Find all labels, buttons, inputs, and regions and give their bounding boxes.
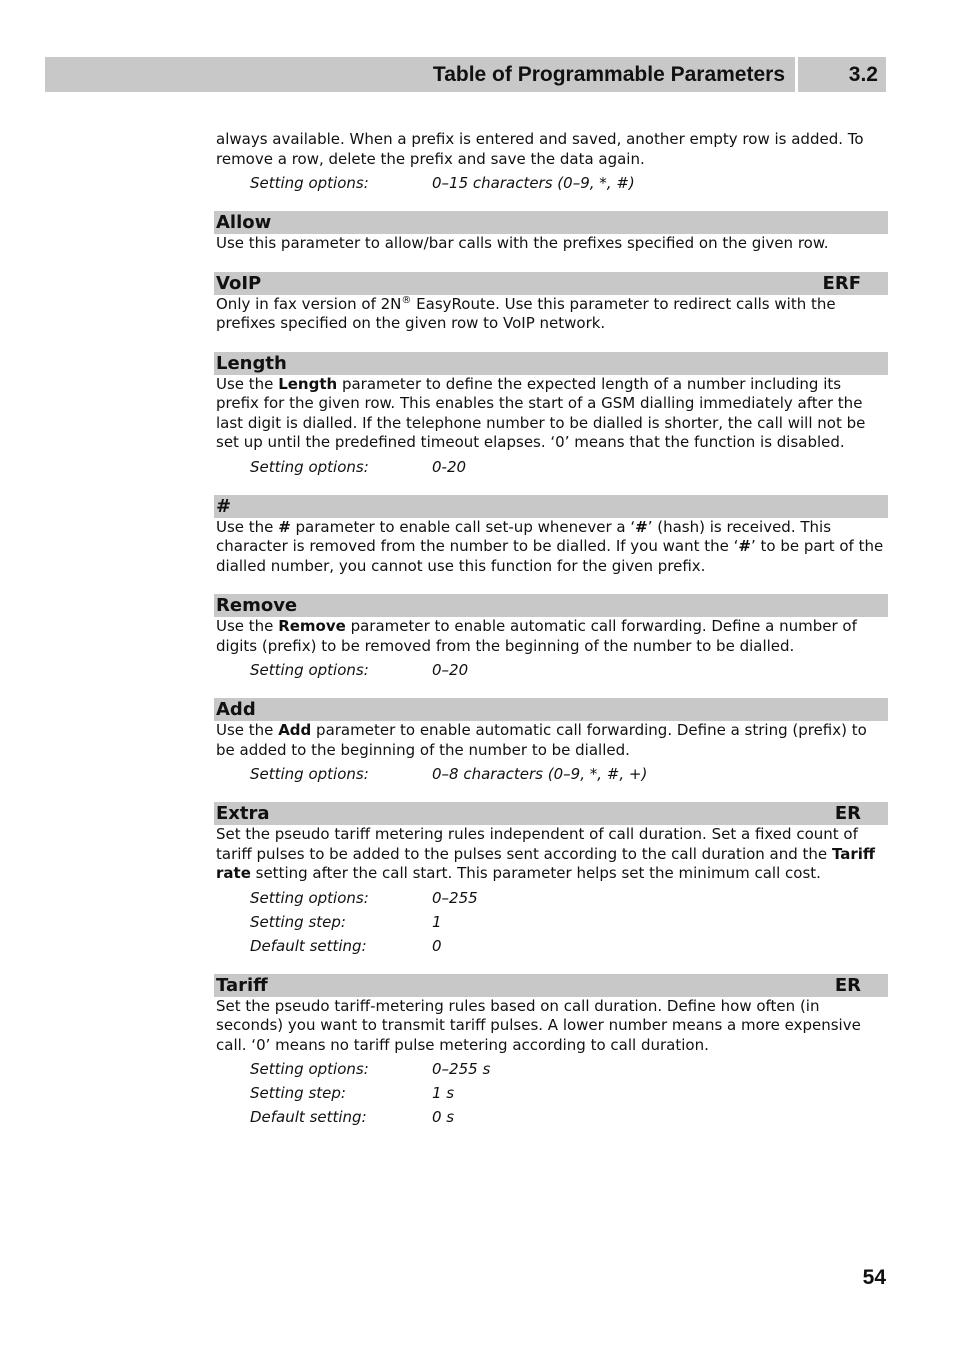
option-value: 0–255 s bbox=[432, 1060, 491, 1078]
option-label: Setting options: bbox=[250, 661, 369, 679]
registered-mark: ® bbox=[401, 294, 412, 306]
section-tag: ERF bbox=[822, 272, 861, 294]
section-header-tariff bbox=[214, 974, 888, 997]
option-value: 0-20 bbox=[432, 457, 467, 476]
section-text-length bbox=[216, 375, 888, 453]
section-text-tariff: Set the pseudo tariff-metering rules based on call duration. Define how often (in seconds) you want to transmit tariff pulses. A lower number means a more expensive call. ‘0’ means no tariff pulse metering according to call duration. bbox=[216, 996, 861, 1054]
text-run: ’ (hash) is received. This character is removed from the number to be dialled. If you want the ‘ bbox=[216, 517, 832, 555]
option-label: Setting options: bbox=[250, 888, 369, 907]
text-run: Use the bbox=[216, 517, 279, 536]
text-run: Use the bbox=[216, 617, 279, 635]
section-header-hash bbox=[214, 495, 888, 518]
option-label: Setting options: bbox=[250, 1060, 369, 1078]
text-run: Set the pseudo tariff metering rules independent of call duration. Set a fixed count of tariff pulses to be added to the pulses sent according to the call duration and the bbox=[216, 825, 858, 863]
option-value: 1 s bbox=[432, 1084, 455, 1102]
header-title-box bbox=[45, 57, 795, 92]
length-options bbox=[250, 457, 466, 481]
section-tag: ER bbox=[834, 974, 861, 996]
option-label: Setting options: bbox=[250, 174, 369, 192]
option-label: Setting options: bbox=[250, 457, 369, 476]
section-title: Add bbox=[216, 699, 256, 720]
section-title: Length bbox=[216, 352, 287, 374]
option-label: Setting options: bbox=[250, 765, 369, 783]
intro-options bbox=[250, 173, 635, 197]
section-number: 3.2 bbox=[848, 62, 878, 86]
text-run: Use the bbox=[216, 721, 279, 739]
bold-term: # bbox=[278, 517, 291, 536]
option-row bbox=[250, 888, 478, 912]
option-row bbox=[250, 173, 635, 197]
option-row bbox=[250, 936, 478, 960]
remove-options bbox=[250, 660, 468, 684]
option-row bbox=[250, 457, 466, 481]
section-text-extra bbox=[216, 825, 888, 884]
section-header-remove bbox=[214, 594, 888, 617]
option-label: Default setting: bbox=[250, 936, 367, 955]
text-run: Only in fax version of 2N bbox=[216, 294, 402, 313]
option-row bbox=[250, 912, 478, 936]
option-row bbox=[250, 1083, 490, 1107]
section-header-allow bbox=[214, 211, 888, 234]
section-title: # bbox=[216, 495, 232, 517]
page-title: Table of Programmable Parameters bbox=[432, 62, 785, 86]
section-title: Tariff bbox=[216, 974, 268, 996]
text-run: ’ to be part of the dialled number, you cannot use this function for the given prefix. bbox=[216, 537, 884, 575]
text-run: parameter to define the expected length of a number including its prefix for the given row. This enables the start of a GSM dialling immediately after the last digit is dialled. If the telephone number to be dialled is shorter, the call will not be set up until the predefined timeout elapses. ‘0’ means that the function is disabled. bbox=[216, 374, 866, 451]
section-text-allow: Use this parameter to allow/bar calls with the prefixes specified on the given row. bbox=[216, 234, 829, 252]
section-text-remove bbox=[216, 617, 888, 656]
section-title: Extra bbox=[216, 803, 270, 824]
bold-term: # bbox=[738, 537, 751, 555]
bold-term: Length bbox=[278, 374, 338, 393]
section-text-voip bbox=[216, 295, 888, 334]
tariff-options bbox=[250, 1059, 490, 1131]
option-label: Default setting: bbox=[250, 1108, 367, 1126]
option-value: 0 s bbox=[432, 1108, 455, 1126]
option-row bbox=[250, 764, 647, 788]
add-options bbox=[250, 764, 647, 788]
bold-term: Remove bbox=[278, 617, 346, 635]
option-row bbox=[250, 660, 468, 684]
section-text-hash bbox=[216, 518, 888, 577]
text-run: parameter to enable call set-up whenever a ‘ bbox=[290, 517, 636, 536]
text-run: parameter to enable automatic call forwarding. Define a string (prefix) to be added to the beginning of the number to be dialled. bbox=[216, 721, 867, 759]
option-value: 1 bbox=[432, 912, 442, 931]
page-number: 54 bbox=[862, 1266, 886, 1289]
text-run: setting after the call start. This parameter helps set the minimum call cost. bbox=[250, 864, 821, 882]
option-row bbox=[250, 1059, 490, 1083]
option-value: 0–20 bbox=[432, 661, 469, 679]
option-value: 0 bbox=[432, 936, 442, 955]
section-header-extra bbox=[214, 802, 888, 825]
text-run: EasyRoute. Use this parameter to redirect calls with the prefixes specified on the given row to VoIP network. bbox=[216, 294, 836, 332]
option-value: 0–15 characters (0–9, *, #) bbox=[432, 174, 635, 192]
bold-term: # bbox=[635, 517, 648, 536]
header-section-box bbox=[798, 57, 886, 92]
option-label: Setting step: bbox=[250, 912, 346, 931]
section-header-length bbox=[214, 352, 888, 375]
section-text-add bbox=[216, 721, 888, 760]
section-title: VoIP bbox=[216, 272, 262, 294]
option-value: 0–255 bbox=[432, 888, 478, 907]
bold-term: Tariff rate bbox=[216, 844, 876, 882]
option-row bbox=[250, 1107, 490, 1131]
main-content bbox=[216, 130, 888, 1131]
section-title: Remove bbox=[216, 595, 298, 616]
section-header-voip bbox=[214, 272, 888, 295]
option-value: 0–8 characters (0–9, *, #, +) bbox=[432, 765, 648, 783]
section-tag: ER bbox=[834, 803, 861, 824]
page-header bbox=[45, 57, 886, 92]
extra-options bbox=[250, 888, 478, 960]
text-run: Use the bbox=[216, 374, 279, 393]
bold-term: Add bbox=[278, 721, 312, 739]
intro-paragraph: always available. When a prefix is entered and saved, another empty row is added. To remove a row, delete the prefix and save the data again. bbox=[216, 130, 864, 168]
section-header-add bbox=[214, 698, 888, 721]
text-run: parameter to enable automatic call forwarding. Define a number of digits (prefix) to be removed from the beginning of the number to be dialled. bbox=[216, 617, 857, 655]
option-label: Setting step: bbox=[250, 1084, 346, 1102]
section-title: Allow bbox=[216, 212, 272, 233]
